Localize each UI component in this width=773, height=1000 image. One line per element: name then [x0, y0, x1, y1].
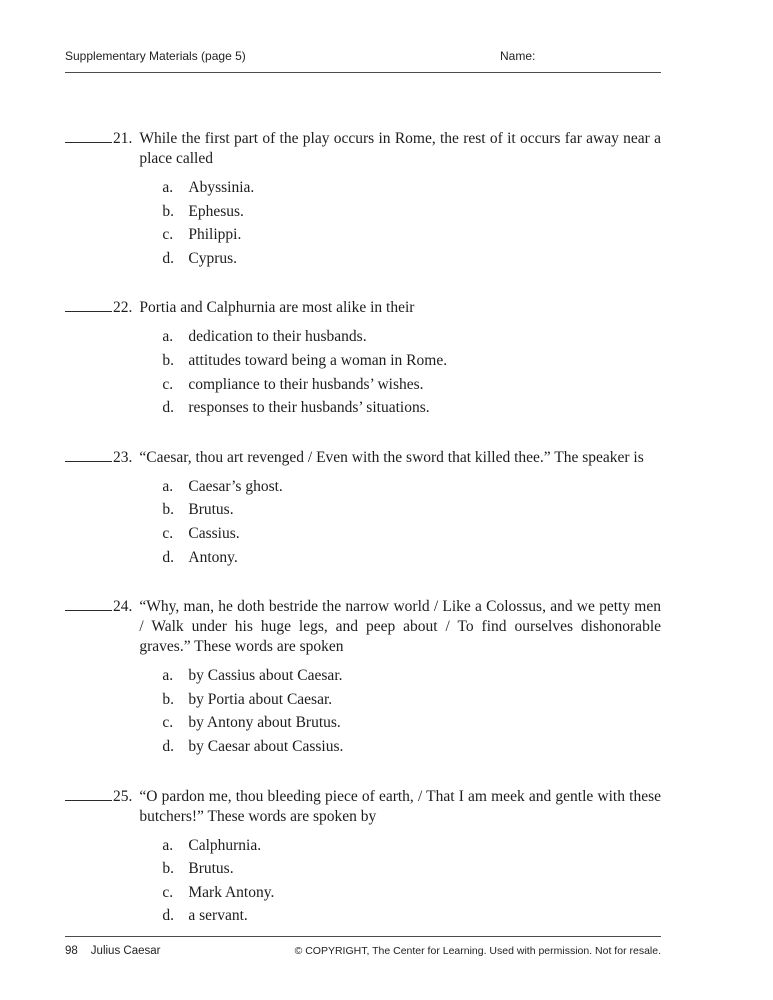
question	[65, 597, 661, 760]
choice-text: by Cassius about Caesar.	[188, 667, 343, 685]
choice	[162, 737, 661, 757]
answer-blank[interactable]	[65, 789, 112, 801]
choice-text: Mark Antony.	[188, 883, 275, 901]
question	[65, 298, 661, 421]
choice-letter: d.	[162, 907, 174, 925]
choices-list	[162, 477, 661, 568]
question-number: 24.	[113, 598, 133, 616]
header-left-label: Supplementary Materials (page 5)	[65, 49, 246, 63]
choice-letter: d.	[162, 399, 174, 417]
choice-letter: b.	[162, 501, 174, 519]
choice-letter: d.	[162, 737, 174, 755]
choice-text: Antony.	[188, 548, 238, 566]
choice-letter: b.	[162, 202, 174, 220]
choice	[162, 202, 661, 222]
choice	[162, 859, 661, 879]
question-text: “O pardon me, thou bleeding piece of earth, / That I am meek and gentle with these butchers!” These words are spoken by	[139, 787, 661, 825]
choice-text: Brutus.	[188, 860, 234, 878]
choice	[162, 524, 661, 544]
choice	[162, 351, 661, 371]
question-number: 21.	[113, 130, 133, 147]
choice-text: compliance to their husbands’ wishes.	[188, 375, 424, 393]
question-number: 23.	[113, 448, 133, 466]
question-text: “Caesar, thou art revenged / Even with the sword that killed thee.” The speaker is	[139, 448, 644, 466]
question-text: While the first part of the play occurs in Rome, the rest of it occurs far away near a place called	[139, 130, 661, 167]
question-number: 22.	[113, 299, 133, 317]
choice	[162, 249, 661, 269]
choice	[162, 500, 661, 520]
choice-text: by Caesar about Cassius.	[188, 737, 344, 755]
question	[65, 787, 661, 930]
page-number: 98	[65, 945, 78, 957]
choice	[162, 178, 661, 198]
choice-text: dedication to their husbands.	[188, 328, 367, 346]
choice-letter: a.	[162, 328, 174, 346]
name-label: Name:	[500, 49, 536, 63]
choice-text: Abyssinia.	[188, 179, 255, 196]
choice	[162, 666, 661, 686]
choice-letter: a.	[162, 179, 174, 196]
choice-letter: c.	[162, 714, 174, 732]
choice-letter: a.	[162, 836, 174, 854]
answer-blank[interactable]	[65, 450, 112, 462]
question-text: Portia and Calphurnia are most alike in their	[139, 299, 415, 317]
choice-letter: b.	[162, 860, 174, 878]
choice-letter: c.	[162, 883, 174, 901]
choices-list	[162, 836, 661, 927]
choices-list	[162, 178, 661, 269]
choices-list	[162, 327, 661, 418]
choice	[162, 836, 661, 856]
footer-left	[65, 945, 160, 957]
choice-letter: d.	[162, 548, 174, 566]
choice	[162, 690, 661, 710]
questions-list	[65, 129, 661, 930]
choice	[162, 477, 661, 497]
choice	[162, 327, 661, 347]
choice-text: by Portia about Caesar.	[188, 690, 333, 708]
choice	[162, 883, 661, 903]
book-title: Julius Caesar	[90, 945, 161, 957]
question-number: 25.	[113, 787, 133, 805]
choice	[162, 548, 661, 568]
choice	[162, 375, 661, 395]
choice-text: Philippi.	[188, 226, 242, 244]
answer-blank[interactable]	[65, 599, 112, 611]
choice-letter: b.	[162, 690, 174, 708]
choice-letter: c.	[162, 524, 174, 542]
choice-text: by Antony about Brutus.	[188, 714, 341, 732]
choice	[162, 398, 661, 418]
choice-letter: a.	[162, 667, 174, 685]
question	[65, 448, 661, 571]
copyright-notice: © COPYRIGHT, The Center for Learning. Used with permission. Not for resale.	[294, 945, 661, 957]
page-header	[65, 0, 661, 73]
choice-letter: c.	[162, 226, 174, 244]
choice	[162, 225, 661, 245]
question	[65, 129, 661, 272]
choice-text: attitudes toward being a woman in Rome.	[188, 351, 448, 369]
choice-text: Cyprus.	[188, 249, 238, 267]
choice-text: Cassius.	[188, 524, 240, 542]
page-footer	[65, 936, 661, 957]
choice-letter: c.	[162, 375, 174, 393]
choice	[162, 713, 661, 733]
choice-text: Ephesus.	[188, 202, 244, 220]
choice-text: Caesar’s ghost.	[188, 477, 283, 495]
choice-letter: a.	[162, 477, 174, 495]
choice-letter: b.	[162, 351, 174, 369]
choice-text: responses to their husbands’ situations.	[188, 399, 430, 417]
question-text: “Why, man, he doth bestride the narrow world / Like a Colossus, and we petty men / Walk under his huge legs, and peep about / To find ourselves dishonorable graves.” These words are spoken	[139, 598, 661, 656]
choices-list	[162, 666, 661, 757]
choice-text: Calphurnia.	[188, 836, 262, 854]
answer-blank[interactable]	[65, 300, 112, 312]
choice	[162, 906, 661, 926]
choice-text: Brutus.	[188, 501, 234, 519]
choice-letter: d.	[162, 249, 174, 267]
choice-text: a servant.	[188, 907, 248, 925]
answer-blank[interactable]	[65, 131, 112, 143]
